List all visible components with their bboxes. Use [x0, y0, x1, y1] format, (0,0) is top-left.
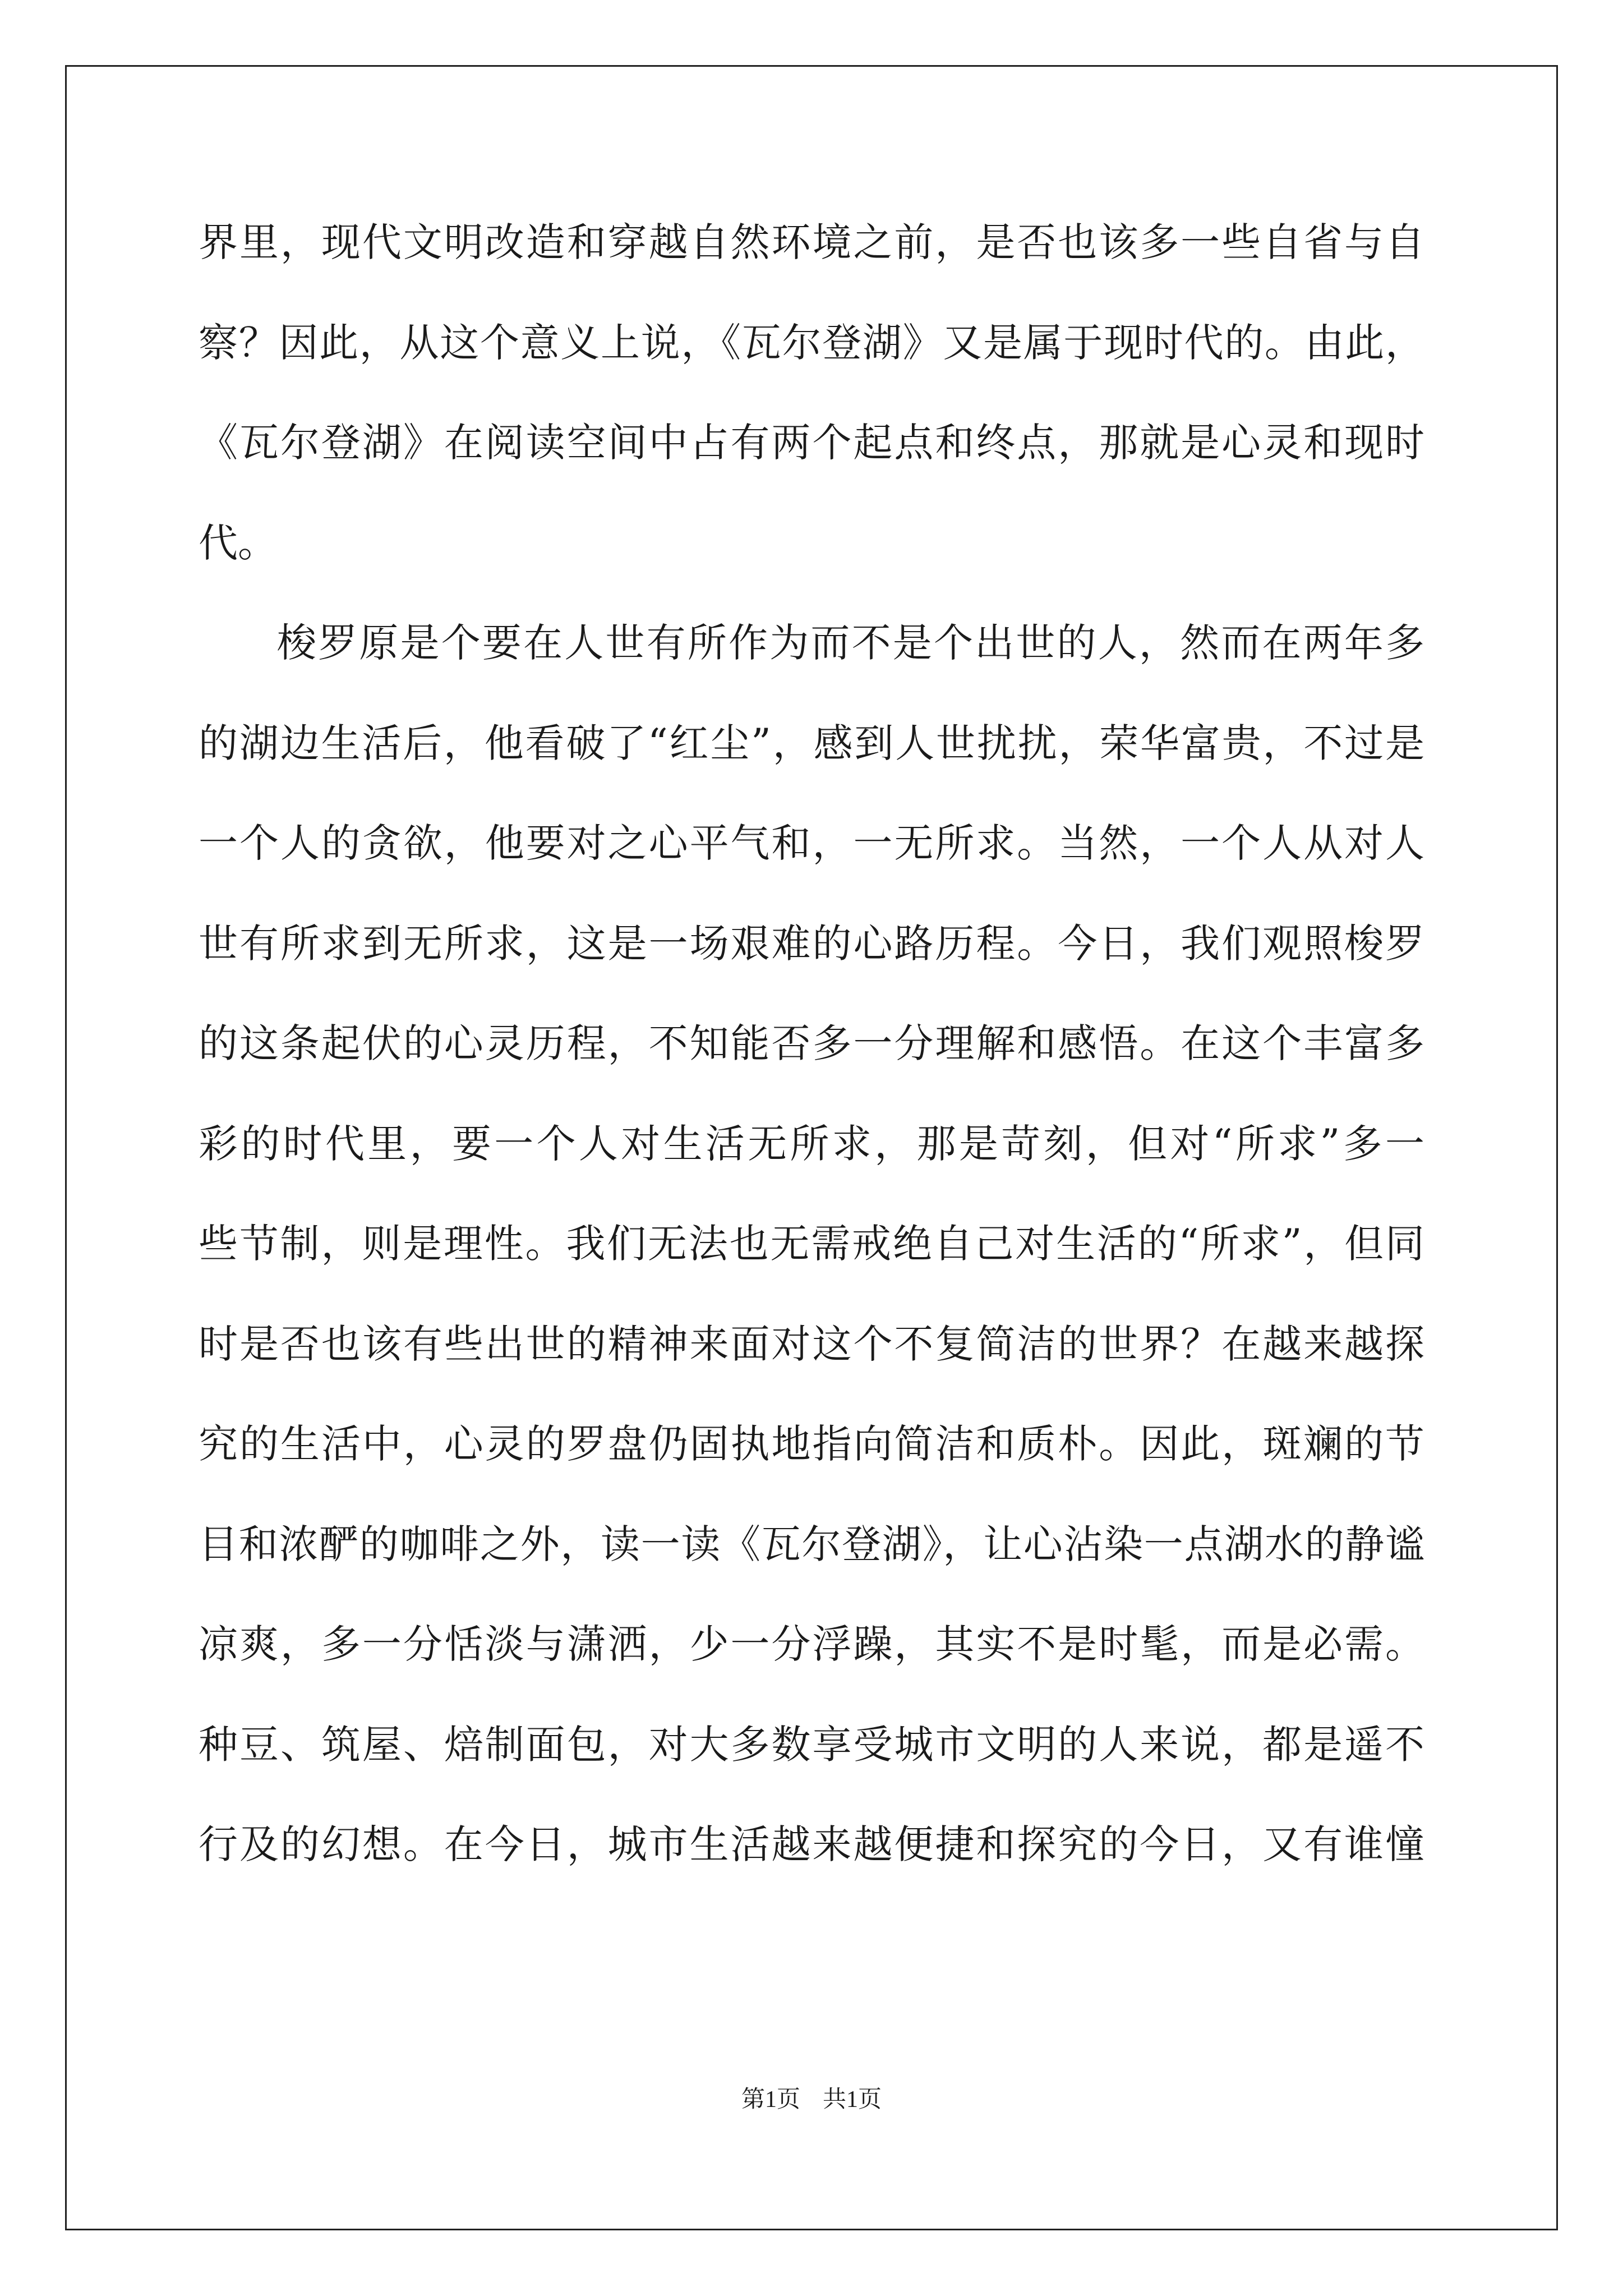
body-line: 彩的时代里，要一个人对生活无所求，那是苛刻，但对“所求”多一 — [199, 1120, 1424, 1167]
body-line: 世有所求到无所求，这是一场艰难的心路历程。今日，我们观照梭罗 — [199, 920, 1424, 967]
body-line: 察？因此，从这个意义上说，《瓦尔登湖》又是属于现时代的。由此， — [199, 319, 1424, 366]
body-line: 目和浓酽的咖啡之外，读一读《瓦尔登湖》，让心沾染一点湖水的静谧 — [199, 1521, 1424, 1567]
body-line: 界里，现代文明改造和穿越自然环境之前，是否也该多一些自省与自 — [199, 219, 1424, 265]
document-body — [199, 203, 1424, 1906]
body-line: 行及的幻想。在今日，城市生活越来越便捷和探究的今日，又有谁憧 — [199, 1821, 1424, 1867]
body-line: 凉爽，多一分恬淡与潇洒，少一分浮躁，其实不是时髦，而是必需。 — [199, 1621, 1424, 1667]
paragraph-first-line: 梭罗原是个要在人世有所作为而不是个出世的人，然而在两年多 — [277, 620, 1424, 666]
body-line: 究的生活中，心灵的罗盘仍固执地指向简洁和质朴。因此，斑斓的节 — [199, 1421, 1424, 1467]
page-number-current: 第1页 — [741, 2087, 800, 2113]
body-line: 的这条起伏的心灵历程，不知能否多一分理解和感悟。在这个丰富多 — [199, 1020, 1424, 1066]
body-line: 一个人的贪欲，他要对之心平气和，一无所求。当然，一个人从对人 — [199, 820, 1424, 866]
body-line: 代。 — [199, 519, 277, 566]
body-line: 些节制，则是理性。我们无法也无需戒绝自己对生活的“所求”，但同 — [199, 1221, 1424, 1267]
body-line: 《瓦尔登湖》在阅读空间中占有两个起点和终点，那就是心灵和现时 — [199, 420, 1424, 466]
page-footer — [0, 2083, 1623, 2116]
page-number-total: 共1页 — [823, 2087, 882, 2113]
body-line: 时是否也该有些出世的精神来面对这个不复简洁的世界？在越来越探 — [199, 1320, 1424, 1367]
body-line: 的湖边生活后，他看破了“红尘”，感到人世扰扰，荣华富贵，不过是 — [199, 720, 1424, 766]
body-line: 种豆、筑屋、焙制面包，对大多数享受城市文明的人来说，都是遥不 — [199, 1721, 1424, 1768]
